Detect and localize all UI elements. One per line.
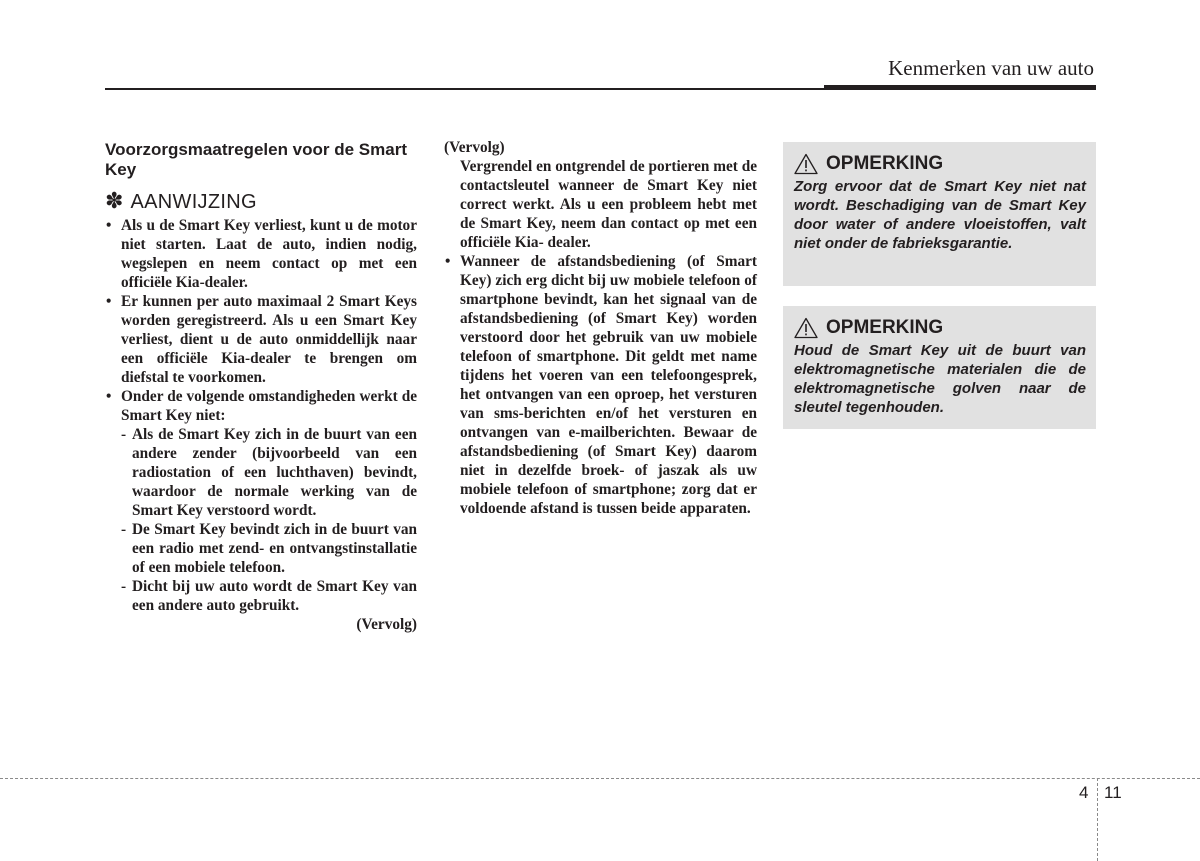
footer-divider (1097, 778, 1098, 861)
footer-rule (0, 778, 1200, 779)
note-title: AANWIJZING (130, 191, 257, 213)
continued-text: Vergrendel en ontgrendel de portieren met de contactsleutel wanneer de Smart Key niet correct werkt. Als u een probleem hebt met de Smart Key, neem dan contact op met een officiële Kia- dealer. (460, 158, 757, 251)
page-number: 11 (1104, 783, 1122, 802)
sub-item: - De Smart Key bevindt zich in de buurt van een radio met zend- en ontvangstinstallatie of een mobiele telefoon. (105, 520, 417, 577)
left-column (105, 140, 417, 634)
section-heading: Voorzorgsmaatregelen voor de Smart Key (105, 140, 407, 179)
caution-box (783, 306, 1096, 429)
caution-title: OPMERKING (826, 317, 944, 338)
sub-item-list (105, 425, 417, 615)
caution-box (783, 142, 1096, 286)
warning-triangle-icon (794, 153, 818, 175)
header-rule-accent (824, 85, 1096, 90)
note-heading (105, 188, 417, 214)
caution-text: Houd de Smart Key uit de buurt van elektromagnetische materialen die de elektromagnetische golven naar de sleutel tegenhouden. (794, 342, 1086, 416)
caution-heading (794, 152, 1086, 176)
bullet-text: Onder de volgende omstandigheden werkt de Smart Key niet: (121, 388, 417, 424)
header-rule (105, 88, 825, 90)
section-title: Kenmerken van uw auto (888, 56, 1094, 80)
bullet-item: • Als u de Smart Key verliest, kunt u de motor niet starten. Laat de auto, indien nodig, wegslepen en neem contact op met een officiële Kia-dealer. (105, 216, 417, 292)
caution-title: OPMERKING (826, 153, 944, 174)
sub-item: - Als de Smart Key zich in de buurt van een andere zender (bijvoorbeeld van een radiostation of een luchthaven) bevindt, waardoor de normale werking van de Smart Key verstoord wordt. (105, 425, 417, 520)
continued-label: (Vervolg) (444, 139, 505, 156)
caution-text: Zorg ervoor dat de Smart Key niet nat wordt. Beschadiging van de Smart Key door water of andere vloeistoffen, valt niet onder de fabrieksgarantie. (794, 178, 1086, 252)
middle-column (444, 140, 757, 518)
sub-item: - Dicht bij uw auto wordt de Smart Key van een andere auto gebruikt. (105, 577, 417, 615)
note-bullet-list (105, 216, 417, 425)
caution-heading (794, 316, 1086, 340)
continued-label: (Vervolg) (356, 616, 417, 633)
bullet-list (444, 252, 757, 518)
bullet-item (105, 387, 417, 425)
asterisk-icon: ✽ (105, 188, 124, 213)
bullet-item: • Wanneer de afstandsbediening (of Smart Key) zich erg dicht bij uw mobiele telefoon of smartphone bevindt, kan het signaal van de afstandsbediening (of Smart Key) worden verstoord door het gebruik van uw mobiele telefoon of smartphone. Dit geldt met name tijdens het voeren van een telefoongesprek, het ontvangen van een oproep, het versturen van sms-berichten en/of het versturen en ontvangen van e-mailberichten. Bewaar de afstandsbediening (of Smart Key) daarom niet in dezelfde broek- of jaszak als uw mobiele telefoon of smartphone; zorg dat er voldoende afstand is tussen beide apparaten. (444, 252, 757, 518)
chapter-number: 4 (1079, 783, 1089, 802)
warning-triangle-icon (794, 317, 818, 339)
bullet-item: • Er kunnen per auto maximaal 2 Smart Keys worden geregistreerd. Als u een Smart Key verliest, dient u de auto onmiddellijk naar een officiële Kia-dealer te brengen om diefstal te voorkomen. (105, 292, 417, 387)
